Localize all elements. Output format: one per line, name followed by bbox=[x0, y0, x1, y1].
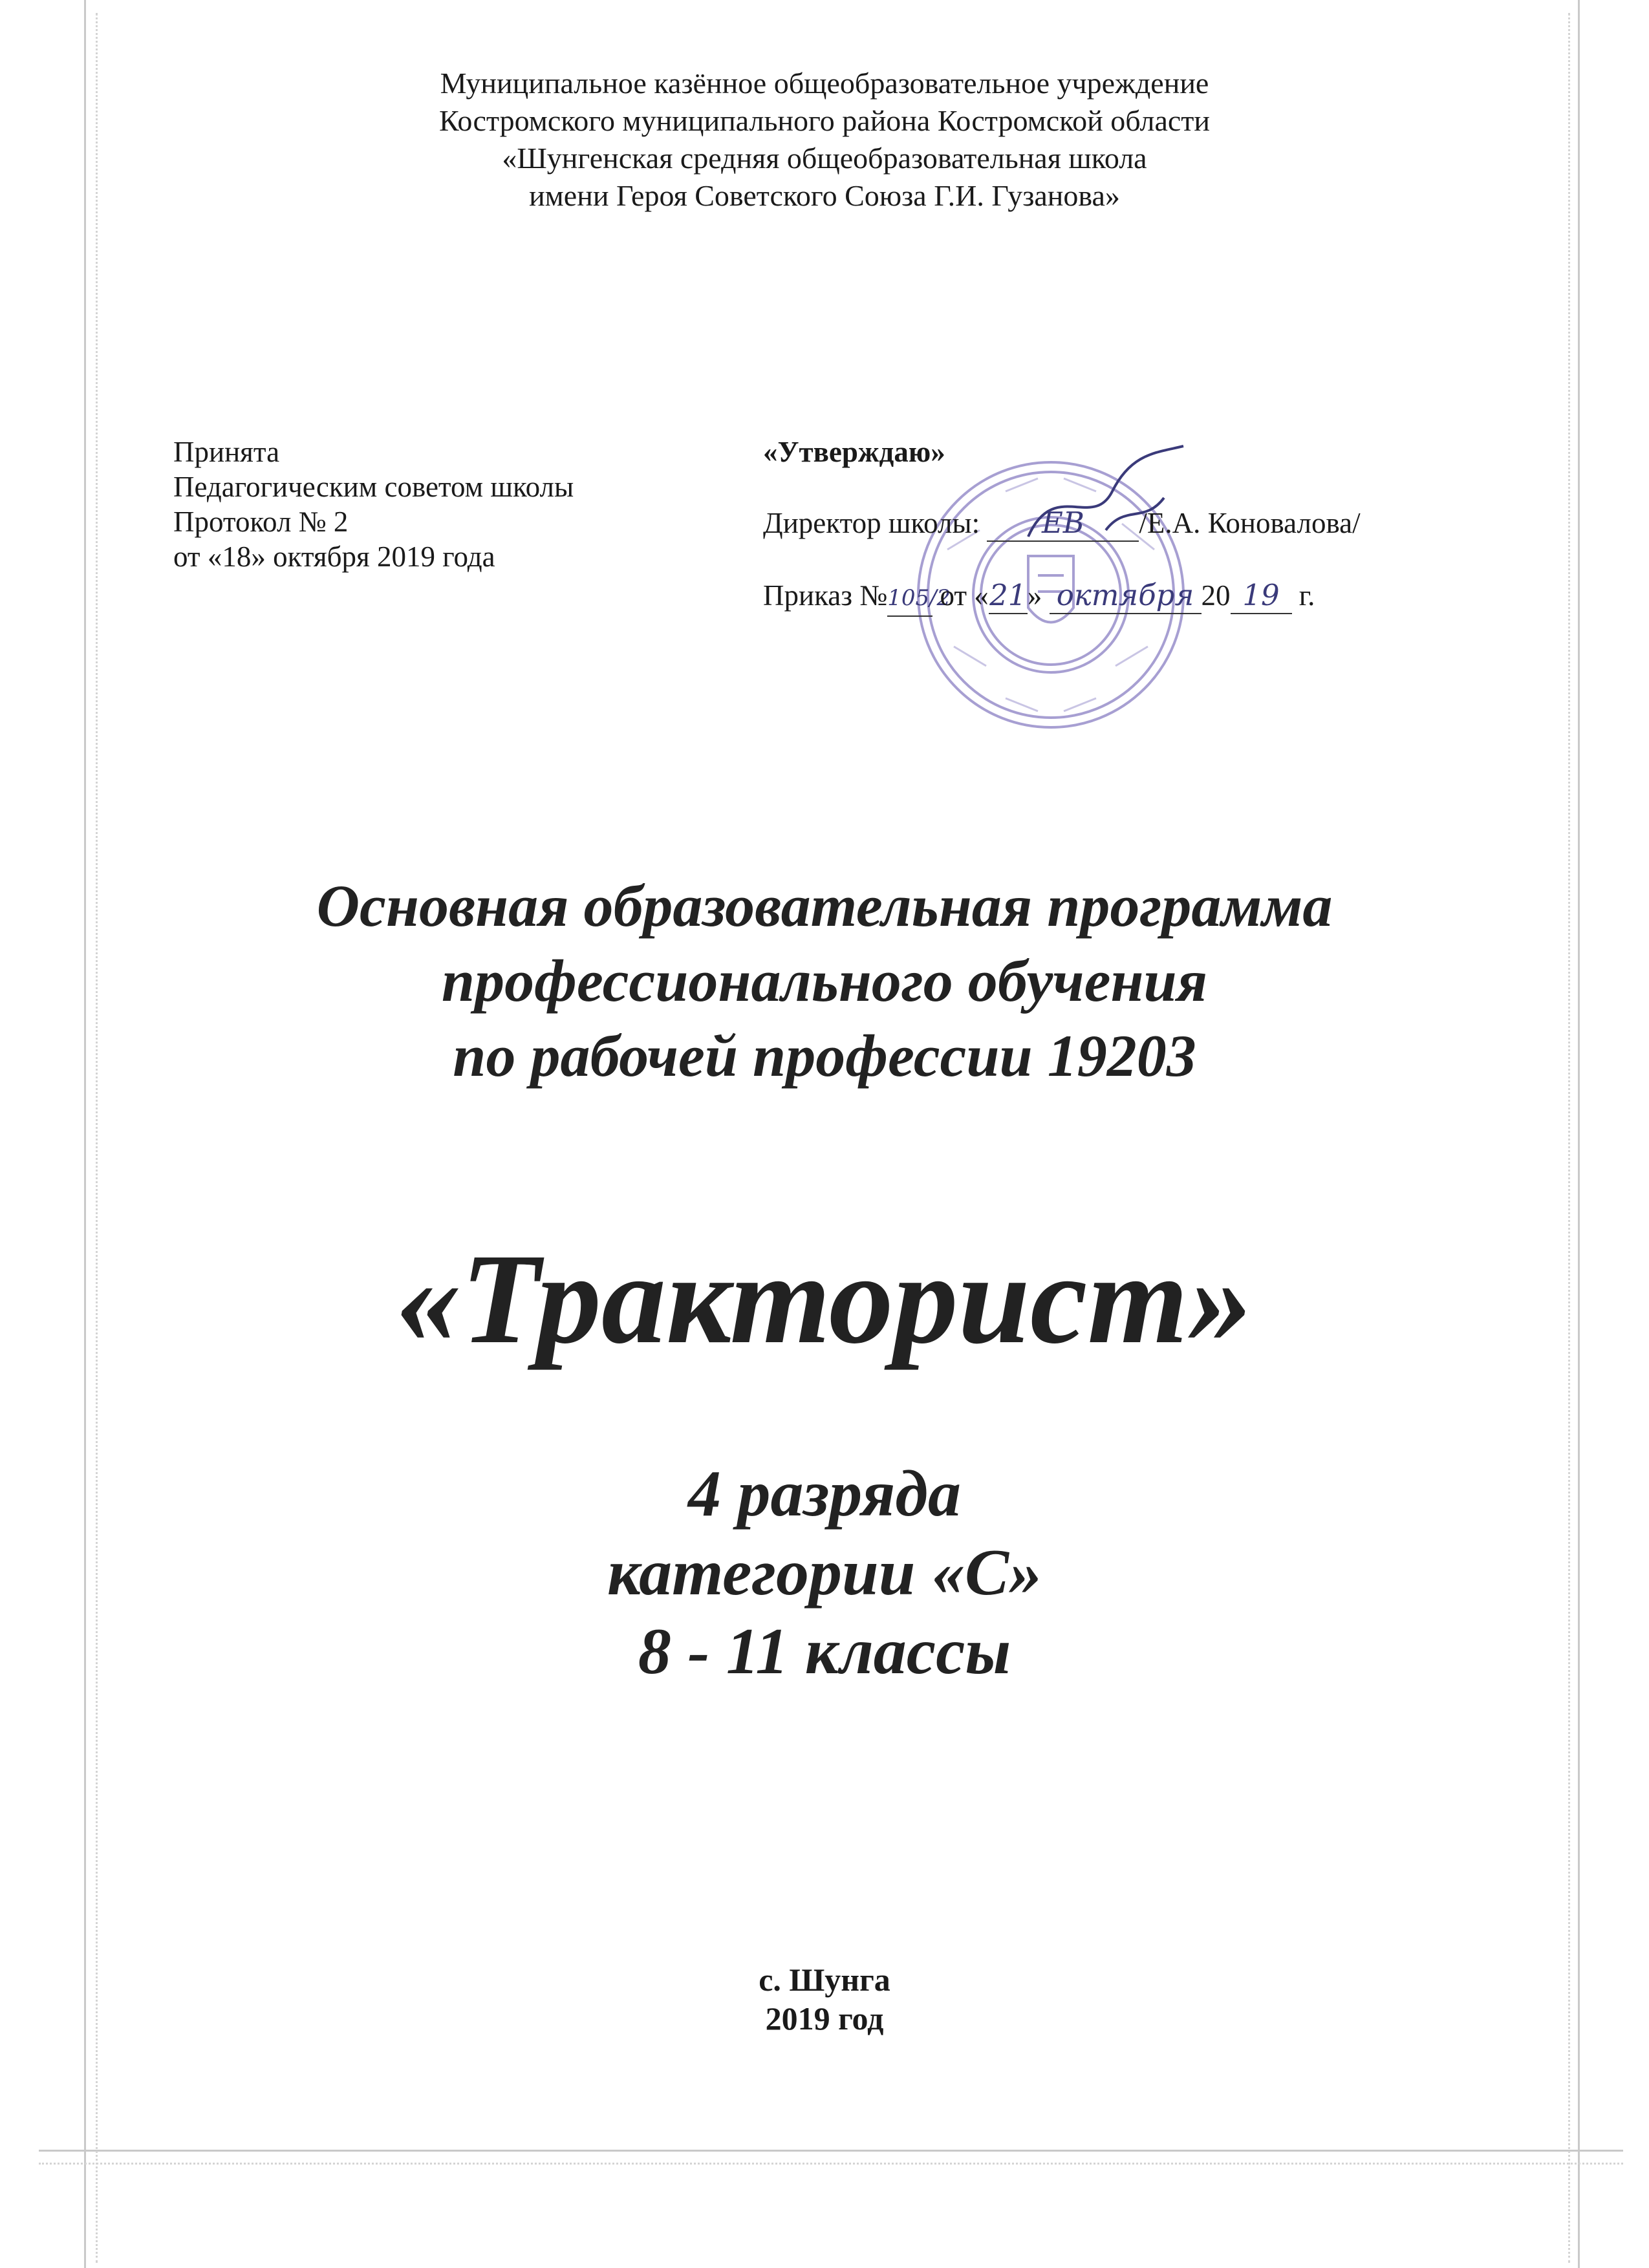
order-month: октября bbox=[1050, 578, 1202, 614]
institution-line-3: «Шунгенская средняя общеобразовательная школа bbox=[502, 142, 1147, 175]
qualification-category: категории «С» bbox=[607, 1536, 1042, 1609]
program-title-line-1: Основная образовательная программа bbox=[316, 873, 1333, 939]
accepted-line-1: Принята bbox=[173, 436, 280, 468]
approval-title: «Утверждаю» bbox=[763, 436, 945, 468]
order-from: от « bbox=[940, 579, 989, 612]
accepted-block bbox=[173, 434, 574, 574]
institution-header bbox=[0, 65, 1649, 215]
footer-year: 2019 год bbox=[765, 2000, 884, 2037]
order-label: Приказ № bbox=[763, 579, 888, 612]
program-title-line-3: по рабочей профессии 19203 bbox=[453, 1023, 1196, 1089]
frame-left-dotted bbox=[96, 13, 98, 2263]
signature-scribble bbox=[1015, 440, 1196, 550]
director-name: /Е.А. Коновалова/ bbox=[1139, 507, 1361, 539]
frame-bottom-dotted bbox=[39, 2163, 1623, 2165]
director-signature: ЕВ bbox=[987, 506, 1139, 542]
accepted-line-3: Протокол № 2 bbox=[173, 506, 349, 538]
document-footer bbox=[0, 1960, 1649, 2038]
accepted-line-2: Педагогическим советом школы bbox=[173, 471, 574, 503]
order-day-close: » bbox=[1027, 579, 1042, 612]
qualification-details bbox=[0, 1455, 1649, 1691]
program-title-line-2: профессионального обучения bbox=[441, 948, 1208, 1014]
frame-right-dotted bbox=[1568, 13, 1570, 2263]
qualification-grade: 4 разряда bbox=[687, 1457, 962, 1530]
program-title bbox=[0, 868, 1649, 1093]
qualification-classes: 8 - 11 классы bbox=[638, 1615, 1011, 1688]
order-year-prefix: 20 bbox=[1201, 579, 1231, 612]
profession-name: «Тракторист» bbox=[396, 1228, 1253, 1371]
order-line bbox=[763, 578, 1361, 617]
order-year: 19 bbox=[1231, 578, 1292, 614]
frame-left-line bbox=[84, 0, 86, 2268]
frame-bottom-line bbox=[39, 2150, 1623, 2152]
director-label: Директор школы: bbox=[763, 507, 980, 539]
footer-place: с. Шунга bbox=[759, 1962, 890, 1998]
accepted-line-4: от «18» октября 2019 года bbox=[173, 540, 495, 573]
institution-line-1: Муниципальное казённое общеобразовательное учреждение bbox=[440, 67, 1209, 100]
order-number: 105/2 bbox=[887, 581, 932, 617]
order-year-suffix: г. bbox=[1299, 579, 1315, 612]
institution-line-2: Костромского муниципального района Костромской области bbox=[438, 104, 1211, 137]
profession-title bbox=[0, 1228, 1649, 1371]
institution-line-4: имени Героя Советского Союза Г.И. Гузанова» bbox=[529, 179, 1120, 212]
order-day: 21 bbox=[989, 578, 1028, 614]
frame-right-line bbox=[1578, 0, 1580, 2268]
